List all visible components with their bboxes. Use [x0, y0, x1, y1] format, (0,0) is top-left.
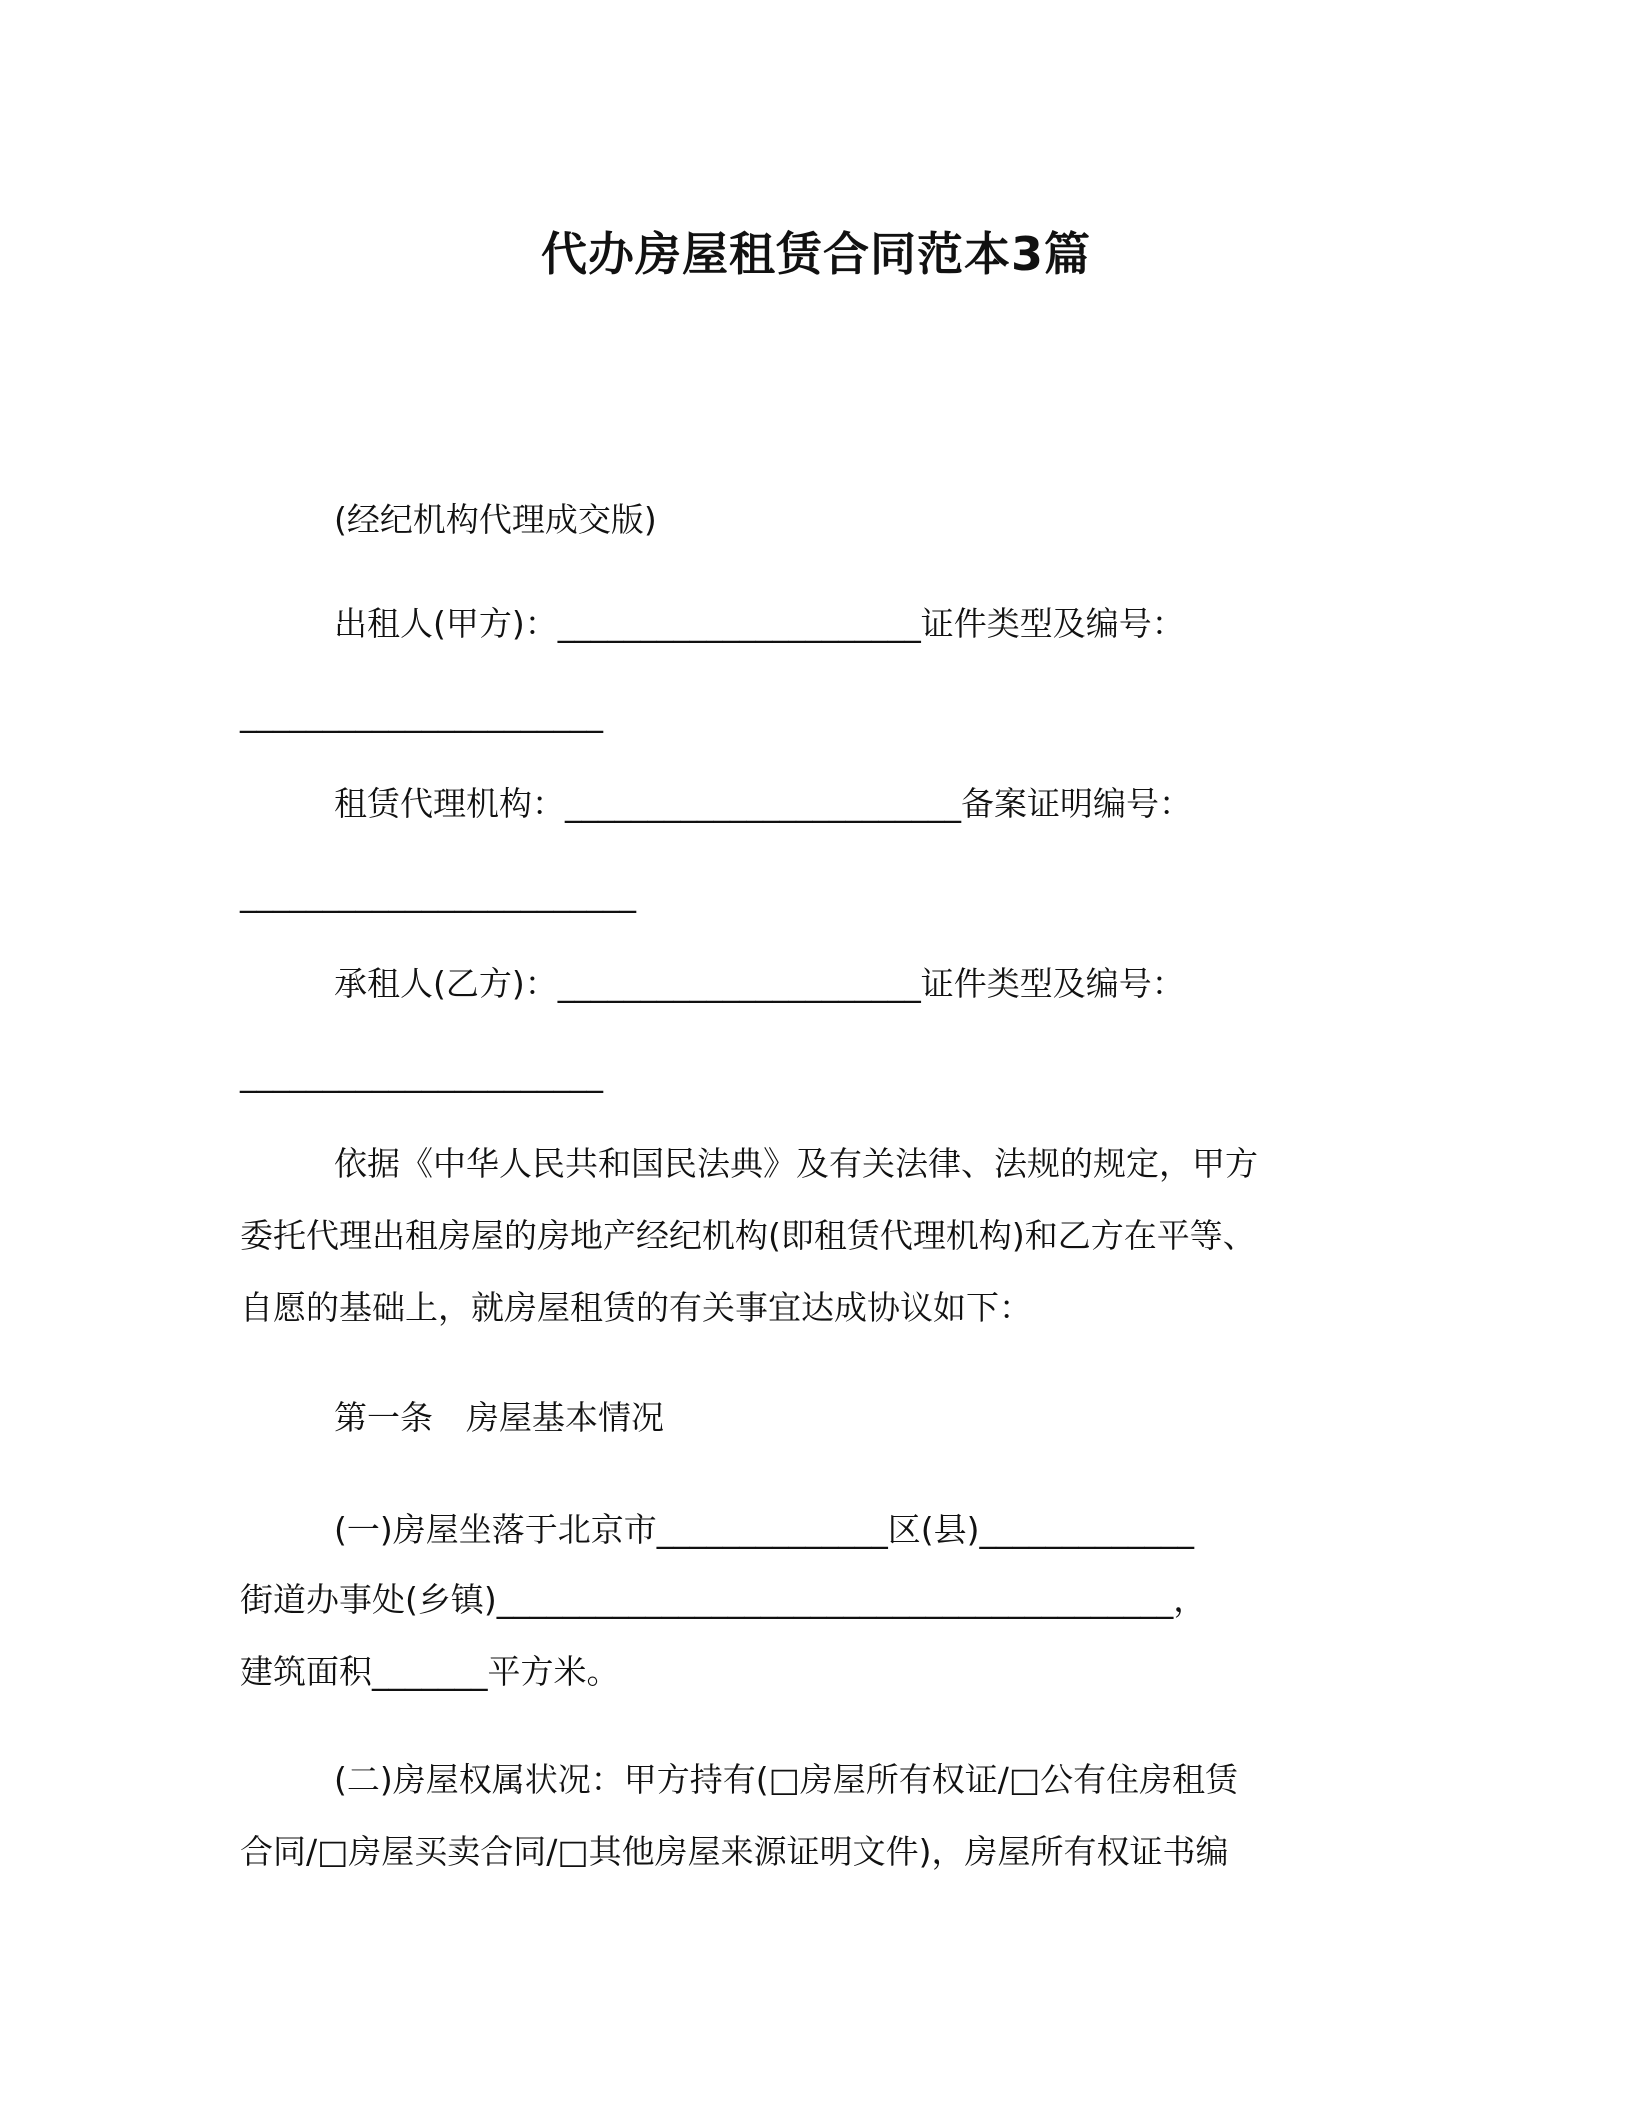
lessor-line: 出租人(甲方)：______________________证件类型及编号：: [334, 604, 1185, 643]
ownership-line-1: (二)房屋权属状况：甲方持有(□房屋所有权证/□公有住房租赁: [334, 1760, 1239, 1799]
area-line: 建筑面积_______平方米。: [240, 1652, 620, 1691]
basis-paragraph-line-2: 委托代理出租房屋的房地产经纪机构(即租赁代理机构)和乙方在平等、: [240, 1216, 1256, 1255]
subtitle-line: (经纪机构代理成交版): [334, 500, 657, 539]
article-one-heading: 第一条 房屋基本情况: [334, 1398, 664, 1437]
location-line-1: (一)房屋坐落于北京市______________区(县)_____________: [334, 1510, 1194, 1549]
document-title: 代办房屋租赁合同范本3篇: [540, 227, 1091, 281]
lessee-id-blank: ______________________: [240, 1054, 603, 1093]
lessor-id-blank: ______________________: [240, 694, 603, 733]
agency-line: 租赁代理机构：________________________备案证明编号：: [334, 784, 1192, 823]
basis-paragraph-line-1: 依据《中华人民共和国民法典》及有关法律、法规的规定，甲方: [334, 1144, 1258, 1183]
lessee-line: 承租人(乙方)：______________________证件类型及编号：: [334, 964, 1185, 1003]
basis-paragraph-line-3: 自愿的基础上，就房屋租赁的有关事宜达成协议如下：: [240, 1288, 1032, 1327]
agency-record-blank: ________________________: [240, 874, 636, 913]
location-line-2: 街道办事处(乡镇)_________________________________________，: [240, 1580, 1207, 1619]
ownership-line-2: 合同/□房屋买卖合同/□其他房屋来源证明文件)，房屋所有权证书编: [240, 1832, 1229, 1871]
